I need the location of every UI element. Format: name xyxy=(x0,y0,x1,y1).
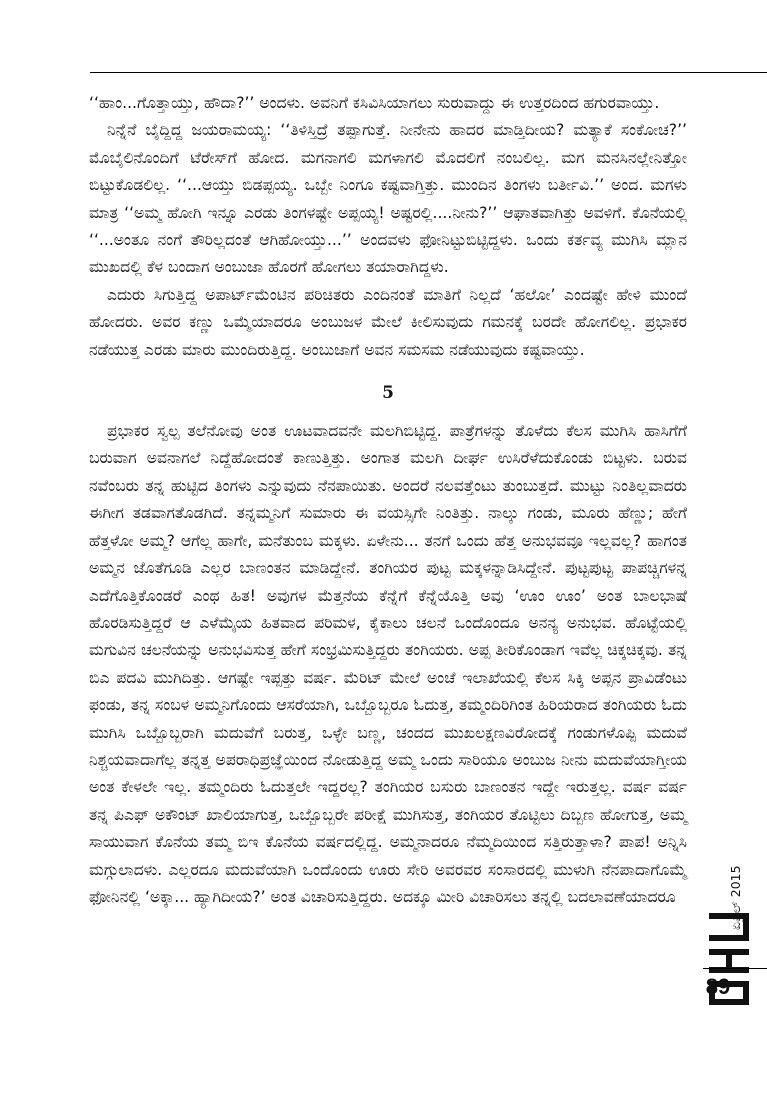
header-rule xyxy=(90,72,767,73)
article-column xyxy=(89,90,687,911)
paragraph-3: ಎದುರು ಸಿಗುತ್ತಿದ್ದ ಅಪಾರ್ಟ್‌ಮೆಂಟಿನ ಪರಿಚಿತರು ಎಂದಿನಂತೆ ಮಾತಿಗೆ ನಿಲ್ಲದೆ ‘ಹಲೋ’ ಎಂದಷ್ಟೇ ಹೇಳಿ ಮುಂದೆ ಹೋದರು. ಅವರ ಕಣ್ಣು ಒಮ್ಮೆಯಾದರೂ ಅಂಬುಜಳ ಮೇಲೆ ಕೀಲಿಸುವುದು ಗಮನಕ್ಕೆ ಬರದೇ ಹೋಗಲಿಲ್ಲ. ಪ್ರಭಾಕರ ನಡೆಯುತ್ತ ಎರಡು ಮಾರು ಮುಂದಿರುತ್ತಿದ್ದ. ಅಂಬುಜಾಗೆ ಅವನ ಸಮಸಮ ನಡೆಯುವುದು ಕಷ್ಟವಾಯ್ತು. xyxy=(89,285,687,359)
magazine-sidebar xyxy=(700,780,760,1050)
footer-rule xyxy=(703,968,767,969)
paragraph-1: ‘‘ಹಾಂ...ಗೊತ್ತಾಯ್ತು, ಹೌದಾ?’’ ಅಂದಳು. ಅವನಿಗೆ ಕಸಿವಿಸಿಯಾಗಲು ಸುರುವಾದ್ದು ಈ ಉತ್ತರದಿಂದ ಹಗುರವಾಯ್ತು. xyxy=(89,94,660,112)
paragraph-4: ಪ್ರಭಾಕರ ಸ್ವಲ್ಪ ತಲೆನೋವು ಅಂತ ಊಟವಾದವನೇ ಮಲಗಿಬಿಟ್ಟಿದ್ದ. ಪಾತ್ರೆಗಳನ್ನು ತೊಳೆದು ಕೆಲಸ ಮುಗಿಸಿ ಹಾಸಿಗೆಗೆ ಬರುವಾಗ ಅವನಾಗಲೆ ನಿದ್ದೆಹೋದಂತೆ ಕಾಣುತ್ತಿತ್ತು. ಅಂಗಾತ ಮಲಗಿ ದೀರ್ಘ ಉಸಿರೆಳೆದುಕೊಂಡು ಬಿಟ್ಟಳು. ಬರುವ ನವೆಂಬರು ತನ್ನ ಹುಟ್ಟಿದ ತಿಂಗಳು ಎನ್ನುವುದು ನೆನಪಾಯಿತು. ಅಂದರೆ ನಲವತ್ತೆಂಟು ತುಂಬುತ್ತದೆ. ಮುಟ್ಟು ನಿಂತಿಲ್ಲವಾದರು ಈಗೀಗ ತಡವಾಗತೊಡಗಿದೆ. ತನ್ನಮ್ಮನಿಗೆ ಸುಮಾರು ಈ ವಯಸ್ಸಿಗೇ ನಿಂತಿತ್ತು. ನಾಲ್ಕು ಗಂಡು, ಮೂರು ಹೆಣ್ಣು; ಹೇಗೆ ಹೆತ್ತಳೋ ಅಮ್ಮ? ಆಗೆಲ್ಲ ಹಾಗೇ, ಮನೆತುಂಬ ಮಕ್ಕಳು. ಏಳೇನು... ತನಗೆ ಒಂದು ಹೆತ್ತ ಅನುಭವವೂ ಇಲ್ಲವಲ್ಲ? ಹಾಗಂತ ಅಮ್ಮನ ಜೊತೆಗೂಡಿ ಎಲ್ಲರ ಬಾಣಂತನ ಮಾಡಿದ್ದೇನೆ. ತಂಗಿಯರ ಪುಟ್ಟ ಮಕ್ಕಳನ್ನಾಡಿಸಿದ್ದೇನೆ. ಪುಟ್ಟಪುಟ್ಟ ಪಾಪಚ್ಚಿಗಳನ್ನ ಎದೆಗೊತ್ತಿಕೊಂಡರೆ ಎಂಥ ಹಿತ! ಅವುಗಳ ಮೆತ್ತನೆಯ ಕೆನ್ನೆಗೆ ಕೆನ್ನೆಯೊತ್ತಿ ಅವು ‘ಊಂ ಊಂ’ ಅಂತ ಬಾಲಭಾಷೆ ಹೊರಡಿಸುತ್ತಿದ್ದರೆ ಆ ಎಳೆಮೈಯ ಹಿತವಾದ ಪರಿಮಳ, ಕೈಕಾಲು ಚಲನೆ ಒಂದೊಂದೂ ಅನನ್ಯ ಅನುಭವ. ಹೊಟ್ಟೆಯಲ್ಲಿ ಮಗುವಿನ ಚಲನೆಯನ್ನು ಅನುಭವಿಸುತ್ತ ಹೇಗೆ ಸಂಭ್ರಮಿಸುತ್ತಿದ್ದರು ತಂಗಿಯರು. ಅಪ್ಪ ತೀರಿಕೊಂಡಾಗ ಇವೆಲ್ಲ ಚಿಕ್ಕಚಿಕ್ಕವು. ತನ್ನ ಬಿಎ ಪದವಿ ಮುಗಿದಿತ್ತು. ಆಗಷ್ಟೇ ಇಪ್ಪತ್ತು ವರ್ಷ. ಮೆರಿಟ್ ಮೇಲೆ ಅಂಚೆ ಇಲಾಖೆಯಲ್ಲಿ ಕೆಲಸ ಸಿಕ್ಕಿ ಅಪ್ಪನ ಪ್ರಾವಿಡೆಂಟು ಫಂಡು, ತನ್ನ ಸಂಬಳ ಅಮ್ಮನಿಗೊಂದು ಆಸರೆಯಾಗಿ, ಒಬ್ಬೊಬ್ಬರೂ ಓದುತ್ತ, ತಮ್ಮಂದಿರಿಗಿಂತ ಹಿರಿಯರಾದ ತಂಗಿಯರು ಓದು ಮುಗಿಸಿ ಒಬ್ಬೊಬ್ಬರಾಗಿ ಮದುವೆಗೆ ಬರುತ್ತ, ಒಳ್ಳೇ ಬಣ್ಣ, ಚಂದದ ಮುಖಲಕ್ಷಣವಿರೋದಕ್ಕೆ ಗಂಡುಗಳೊಪ್ಪಿ ಮದುವೆ ನಿಶ್ಚಯವಾದಾಗೆಲ್ಲ ತನ್ನತ್ತ ಅಪರಾಧಿಪ್ರಜ್ಞೆಯಿಂದ ನೋಡುತ್ತಿದ್ದ ಅಮ್ಮ ಒಂದು ಸಾರಿಯೂ ಅಂಬುಜ ನೀನು ಮದುವೆಯಾಗ್ತೀಯ ಅಂತ ಕೇಳಲೇ ಇಲ್ಲ. ತಮ್ಮಂದಿರು ಓದುತ್ತಲೇ ಇದ್ದರಲ್ಲ? ತಂಗಿಯರ ಬಸುರು ಬಾಣಂತನ ಇದ್ದೇ ಇರುತ್ತಲ್ಲ. ವರ್ಷ ವರ್ಷ ತನ್ನ ಪಿಎಫ್ ಅಕೌಂಟ್ ಖಾಲಿಯಾಗುತ್ತ, ಒಬ್ಬೊಬ್ಬರೇ ಪರೀಕ್ಷೆ ಮುಗಿಸುತ್ತ, ತಂಗಿಯರ ತೊಟ್ಟಿಲು ದಿಬ್ಬಣ ಹೋಗುತ್ತ, ಅಮ್ಮ ಸಾಯುವಾಗ ಕೊನೆಯ ತಮ್ಮ ಬಿಇ ಕೊನೆಯ ವರ್ಷದಲ್ಲಿದ್ದ. ಅಮ್ಮನಾದರೂ ನೆಮ್ಮದಿಯಿಂದ ಸತ್ತಿರುತ್ತಾಳಾ? ಪಾಪ! ಅನ್ನಿಸಿ ಮಗ್ಗುಲಾದಳು. ಎಲ್ಲರದೂ ಮದುವೆಯಾಗಿ ಒಂದೊಂದು ಊರು ಸೇರಿ ಅವರವರ ಸಂಸಾರದಲ್ಲಿ ಮುಳುಗಿ ನೆನಪಾದಾಗೊಮ್ಮೆ ಫೋನಿನಲ್ಲಿ ‘ಅಕ್ಕಾ... ಹ್ಯಾಗಿದೀಯ?’ ಅಂತ ವಿಚಾರಿಸುತ್ತಿದ್ದರು. ಅದಕ್ಕೂ ಮೀರಿ ವಿಚಾರಿಸಲು ತನ್ನಲ್ಲಿ ಬದಲಾವಣೆಯಾದರೂ xyxy=(89,422,688,906)
paragraph-2: ನಿನ್ನೆನೆ ಬೈದ್ದಿದ್ದ ಜಯರಾಮಯ್ಯ: ‘‘ತಿಳಿಸ್ತಿದ್ರೆ ತಪ್ಪಾಗುತ್ತೆ. ನೀನೇನು ಹಾದರ ಮಾಡ್ತಿದೀಯ? ಮತ್ಯಾಕೆ ಸಂಕೋಚ?’’ ಮೊಬೈಲಿನೊಂದಿಗೆ ಟೆರೇಸ್‌ಗೆ ಹೋದ. ಮಗನಾಗಲಿ ಮಗಳಾಗಲಿ ಮೊದಲಿಗೆ ನಂಬಲಿಲ್ಲ. ಮಗ ಮನಸಿನಲ್ಲೇನಿತ್ತೋ ಬಿಟ್ಟುಕೊಡಲಿಲ್ಲ. ‘‘...ಆಯ್ತು ಬಿಡಪ್ಪಯ್ಯ. ಒಬ್ಬೇ ನಿಂಗೂ ಕಷ್ಟವಾಗ್ತಿತ್ತು. ಮುಂದಿನ ತಿಂಗಳು ಬರ್ತೀವಿ.’’ ಅಂದ. ಮಗಳು ಮಾತ್ರ ‘‘ಅಮ್ಮ ಹೋಗಿ ಇನ್ನೂ ಎರಡು ತಿಂಗಳಷ್ಟೇ ಅಪ್ಪಯ್ಯ! ಅಷ್ಟರಲ್ಲಿ....ನೀನು?’’ ಆಘಾತವಾಗಿತ್ತು ಅವಳಿಗೆ. ಕೊನೆಯಲ್ಲಿ ‘‘...ಅಂತೂ ನಂಗೆ ತೌರಿಲ್ಲದಂತೆ ಆಗಿಹೋಯ್ತು...’’ ಅಂದವಳು ಫೋನಿಟ್ಟುಬಿಟ್ಟಿದ್ದಳು. ಒಂದು ಕರ್ತವ್ಯ ಮುಗಿಸಿ ಮ್ಲಾನ ಮುಖದಲ್ಲಿ ಕೆಳ ಬಂದಾಗ ಅಂಬುಜಾ ಹೊರಗೆ ಹೋಗಲು ತಯಾರಾಗಿದ್ದಳು. xyxy=(89,121,687,277)
page-number: 89 xyxy=(705,974,731,999)
section-number: 5 xyxy=(382,383,394,404)
issue-date: ಏಪ್ರಿಲ್ 2015 xyxy=(728,865,743,930)
